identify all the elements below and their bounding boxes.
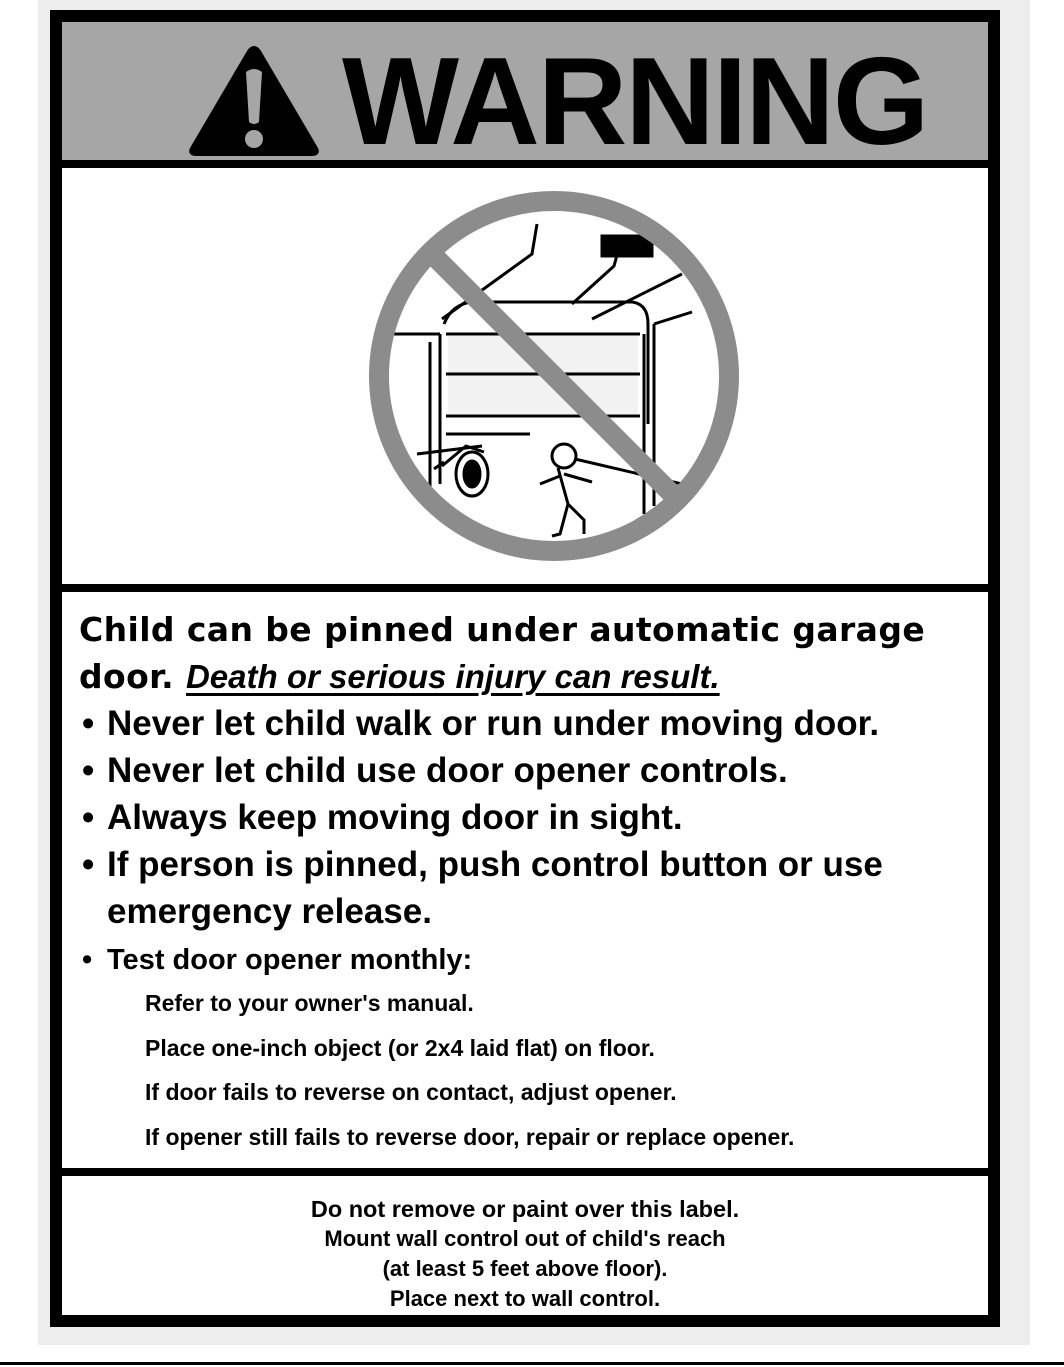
test-step: If door fails to reverse on contact, adjust opener. [145,1079,677,1105]
no-child-under-garage-door-icon [362,184,746,568]
page-bottom-rule [0,1362,1064,1365]
test-step: Refer to your owner's manual. [145,990,474,1016]
test-step: Place one-inch object (or 2x4 laid flat) on floor. [145,1034,655,1061]
footer-line: Do not remove or paint over this label. [310,1196,740,1222]
safety-bullet: • If person is pinned, push control button or use emergency release. [82,841,972,935]
bullet-dot-icon: • [82,751,95,790]
safety-bullet: • Never let child walk or run under moving door. [82,700,972,747]
warning-triangle-icon [186,42,322,160]
hazard-lead: Child can be pinned under automatic garage door. [79,610,926,696]
label-footer [62,1176,988,1315]
warning-title: WARNING [342,33,928,171]
hazard-consequence: Death or serious injury can result. [185,658,720,695]
hazard-statement [79,606,979,700]
safety-bullet: • Always keep moving door in sight. [82,794,972,841]
hazard-pictogram [62,168,988,592]
safety-bullet: • Never let child use door opener controls. [82,747,972,794]
warning-header [62,22,988,171]
safety-instructions [82,700,972,935]
footer-line: Mount wall control out of child's reach [324,1226,726,1251]
bullet-dot-icon: • [82,798,95,837]
bullet-dot-icon: • [82,944,93,976]
monthly-test-steps [145,981,972,1159]
monthly-test-heading: • Test door opener monthly: [82,944,473,976]
bullet-dot-icon: • [82,704,95,743]
bullet-dot-icon: • [82,845,95,884]
warning-label [50,10,1000,1327]
test-step: If opener still fails to reverse door, repair or replace opener. [145,1123,795,1150]
footer-line: (at least 5 feet above floor). [382,1256,668,1281]
footer-line: Place next to wall control. [389,1286,661,1311]
monthly-test-section [82,942,972,1159]
hazard-text-section [62,592,988,1176]
